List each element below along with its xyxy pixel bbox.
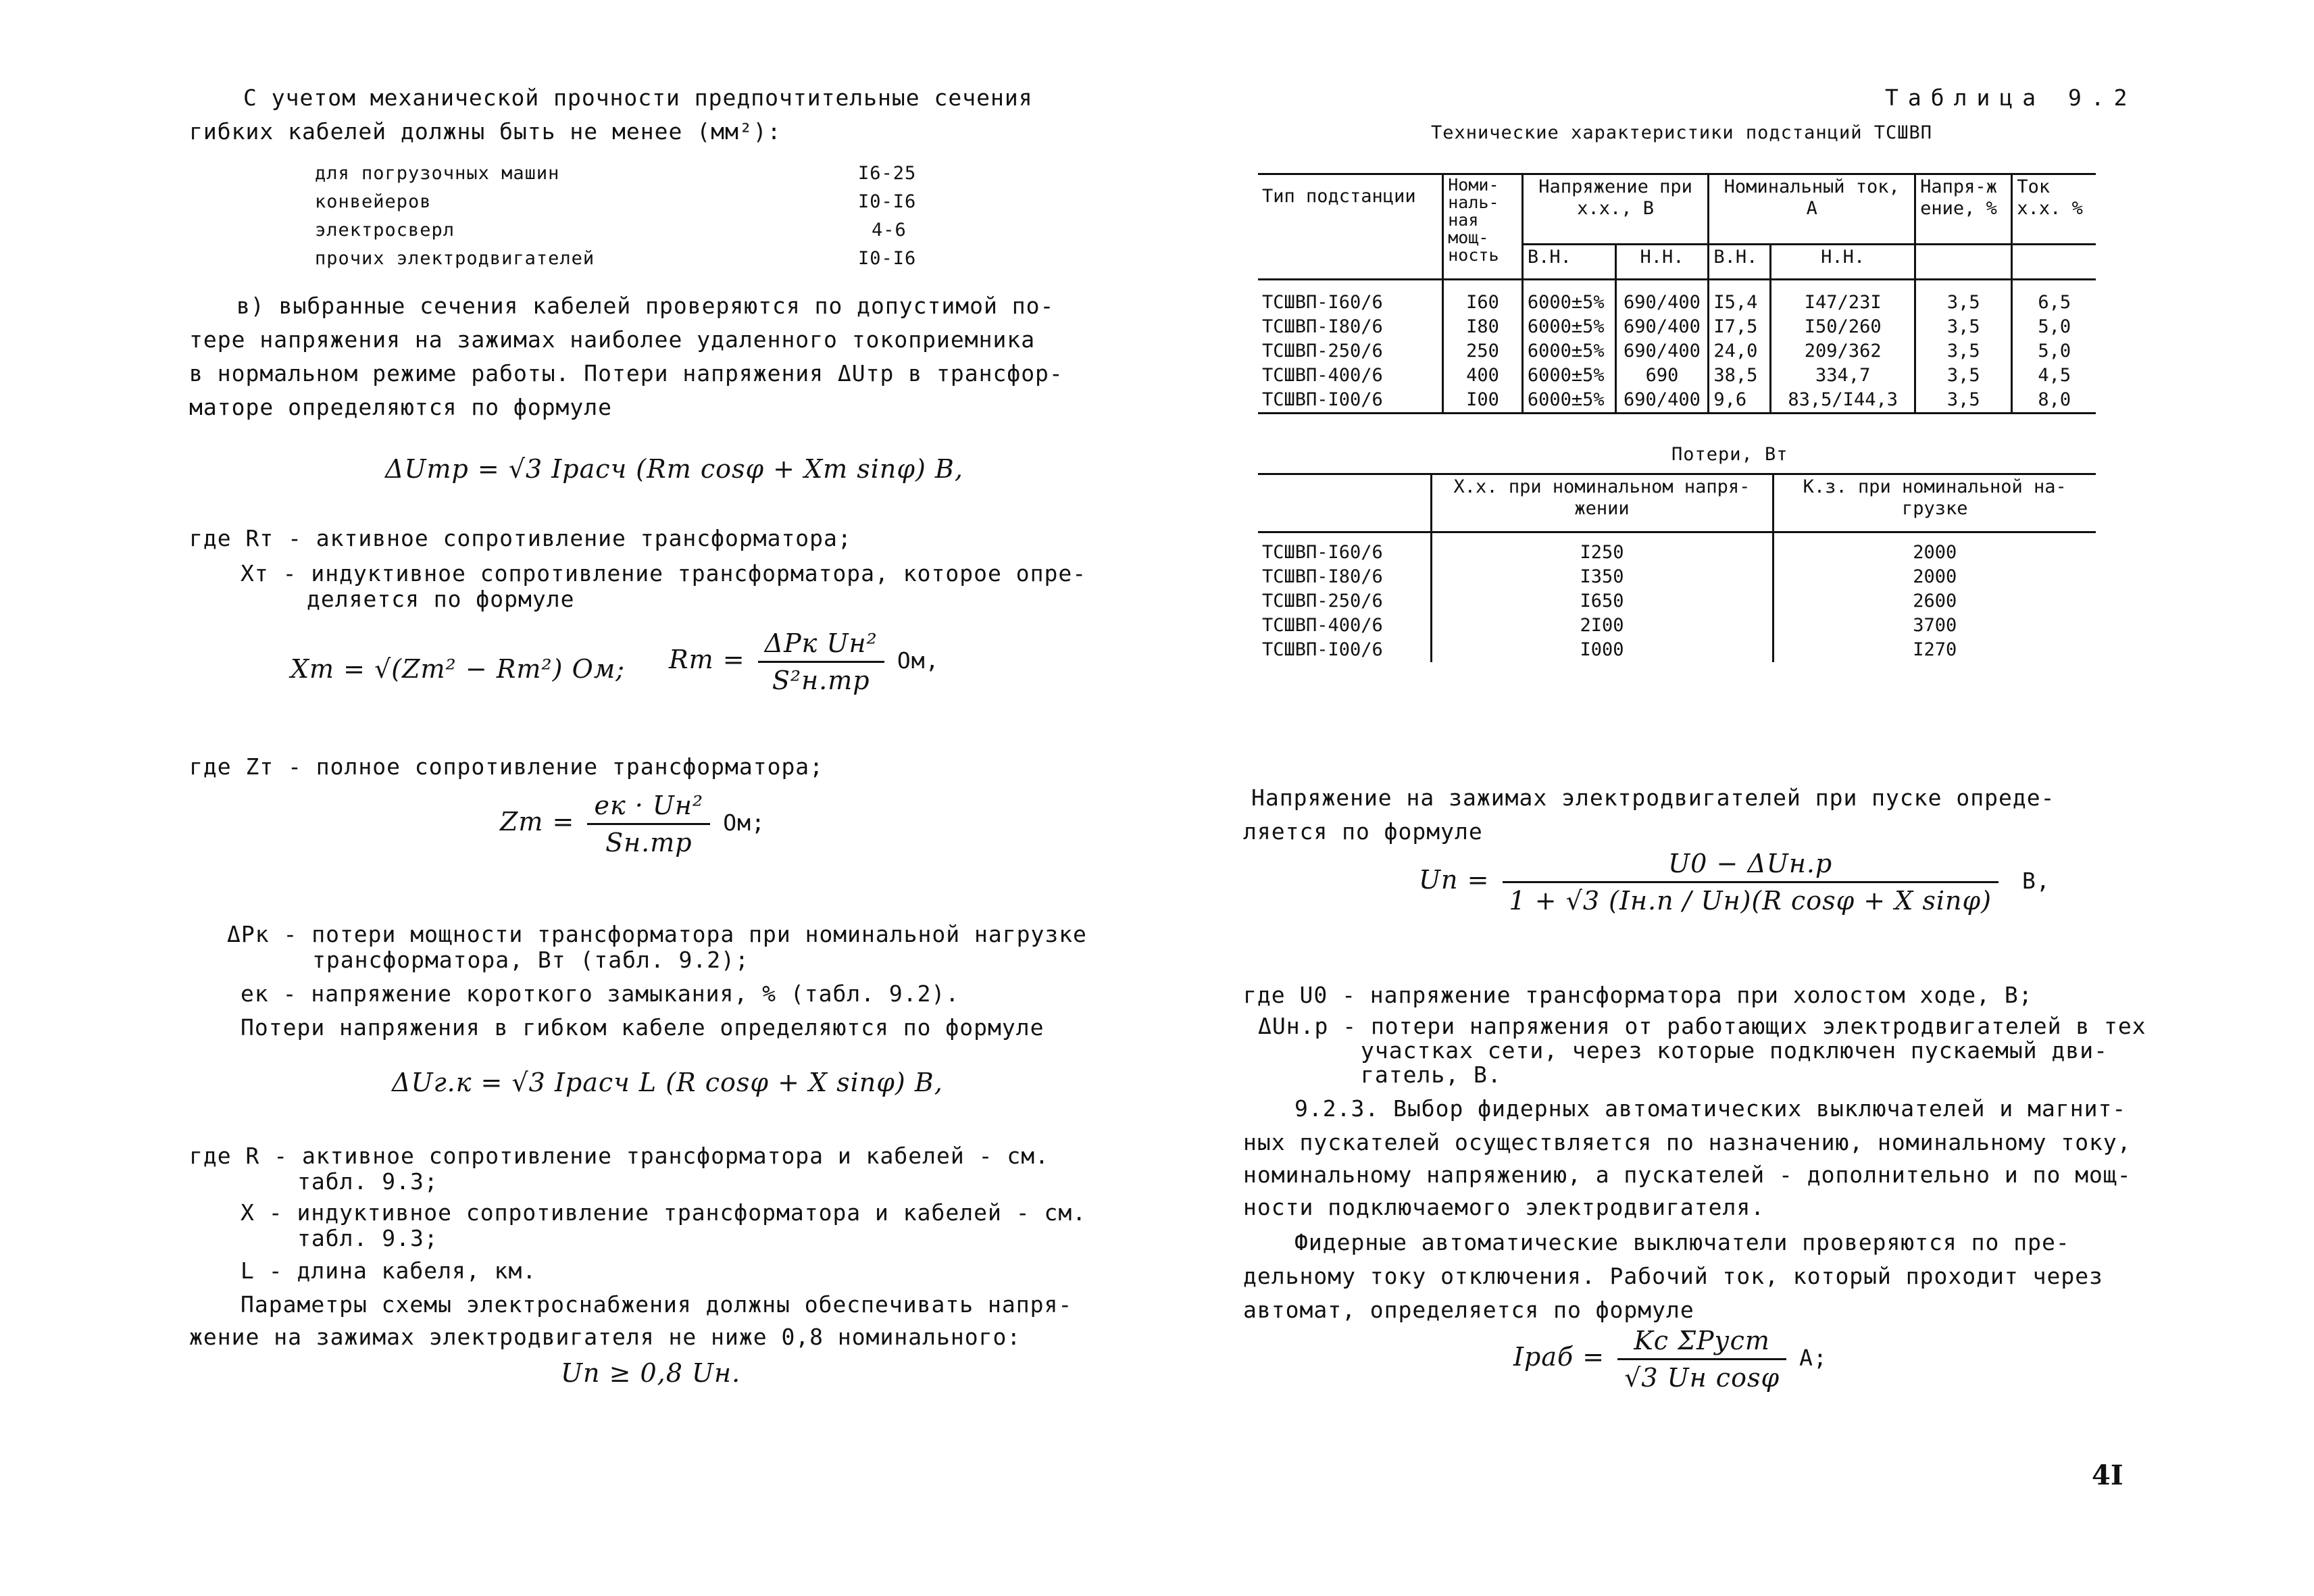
table-row <box>1258 638 2096 662</box>
work-denominator: √3 Uн cosφ <box>1624 1363 1780 1393</box>
losses-title: Потери, Вт <box>1671 444 1788 465</box>
start-fraction <box>1503 849 1998 916</box>
zt-unit: Ом; <box>723 809 765 836</box>
start-voltage-formula <box>1419 849 2051 916</box>
header-uk: Напря-жение, % <box>1915 174 2012 245</box>
row-3-ixx: 5,0 <box>2038 340 2071 361</box>
row-5-uk: 3,5 <box>1915 388 2012 414</box>
header-uk-sub <box>1915 245 2012 280</box>
where-rt: где Rт - активное сопротивление трансформатора; <box>189 525 852 551</box>
table-row <box>1258 565 2096 589</box>
where-xt-line-1: Xт - индуктивное сопротивление трансформатора, которое опре- <box>241 560 1087 587</box>
check-paragraph-line-1: в) выбранные сечения кабелей проверяются по допустимой по- <box>236 293 1055 319</box>
losses-header-kz: К.з. при номинальной на-грузке <box>1773 474 2096 532</box>
header-current: Номинальный ток, А <box>1709 174 1915 245</box>
row-3-nn: 690/400 <box>1615 339 1709 364</box>
header-ixx-sub <box>2012 245 2096 280</box>
row-2-type: ТСШВП-I80/6 <box>1258 315 1443 339</box>
row-1-uk: 3,5 <box>1915 291 2012 315</box>
section-923-line-4: ности подключаемого электродвигателя. <box>1243 1194 1765 1220</box>
header-nn: Н.Н. <box>1615 245 1709 280</box>
table-row <box>1258 291 2096 315</box>
row-5-type: ТСШВП-I00/6 <box>1258 388 1443 414</box>
row-4-power: 400 <box>1443 364 1523 388</box>
row-4-cnn: 334,7 <box>1771 364 1915 388</box>
loss-row-1-xx: I250 <box>1431 541 1773 565</box>
page-number: 4I <box>2092 1460 2123 1491</box>
header-power-5: ность <box>1448 245 1499 265</box>
row-1-nn: 690/400 <box>1615 291 1709 315</box>
rt-formula-lhs: Rт = <box>669 645 745 674</box>
zt-formula <box>500 791 765 857</box>
row-1-cnn: I47/23I <box>1771 291 1915 315</box>
table-row <box>1258 315 2096 339</box>
row-5-ixx: 8,0 <box>2012 388 2096 414</box>
start-unit: В, <box>2022 868 2051 894</box>
cable-loss-formula: ΔUг.к = √3 Iрасч L (R cosφ + X sinφ) В, <box>392 1068 943 1097</box>
check-paragraph-line-2: тере напряжения на зажимах наиболее удаленного токоприемника <box>189 326 1036 353</box>
rt-formula <box>669 628 939 695</box>
header-power-2: наль- <box>1448 193 1499 212</box>
work-formula-lhs: Iраб = <box>1513 1342 1605 1372</box>
section-923-line-3: номинальному напряжению, а пускателей - дополнительно и по мощ- <box>1243 1162 2132 1188</box>
header-ixx: Ток х.х. % <box>2012 174 2096 245</box>
loss-row-5-type: ТСШВП-I00/6 <box>1258 638 1431 662</box>
where-x-line-1: X - индуктивное сопротивление трансформатора и кабелей - см. <box>241 1199 1087 1226</box>
row-3-cvn: 24,0 <box>1709 339 1771 364</box>
table-row <box>1258 339 2096 364</box>
losses-header-type <box>1258 474 1431 532</box>
row-4-nn: 690 <box>1615 364 1709 388</box>
row-3-power: 250 <box>1443 339 1523 364</box>
row-1-cvn: I5,4 <box>1709 291 1771 315</box>
section-923-line-1: 9.2.3. Выбор фидерных автоматических выключателей и магнит- <box>1294 1095 2127 1122</box>
start-formula-lhs: Uп = <box>1419 865 1490 895</box>
table-row <box>1258 541 2096 565</box>
zt-fraction <box>587 791 710 857</box>
row-3-vn: 6000±5% <box>1522 339 1615 364</box>
where-dunr-line-2: участках сети, через которые подключен пускаемый дви- <box>1361 1037 2108 1064</box>
intro-line-2: гибких кабелей должны быть не менее (мм²): <box>189 118 782 145</box>
loss-row-2-type: ТСШВП-I80/6 <box>1258 565 1431 589</box>
section-label-4: прочих электродвигателей <box>315 248 595 269</box>
row-5-vn: 6000±5% <box>1522 388 1615 414</box>
where-dunr-line-3: гатель, В. <box>1361 1062 1502 1088</box>
loss-row-4-kz: 3700 <box>1913 614 1957 636</box>
substation-specs-table <box>1258 173 2096 414</box>
section-label-1: для погрузочных машин <box>315 163 560 184</box>
table-row <box>1258 589 2096 614</box>
work-fraction <box>1617 1326 1786 1393</box>
where-zt: где Zт - полное сопротивление трансформатора; <box>189 753 824 780</box>
header-vn: В.Н. <box>1522 245 1615 280</box>
start-voltage-line-1: Напряжение на зажимах электродвигателей при пуске опреде- <box>1251 784 2055 811</box>
row-2-vn: 6000±5% <box>1522 315 1615 339</box>
section-label-2: конвейеров <box>315 191 432 212</box>
row-5-cvn: 9,6 <box>1709 388 1771 414</box>
rt-fraction <box>758 628 884 695</box>
table-row <box>1258 614 2096 638</box>
loss-row-1-kz: 2000 <box>1913 541 1957 563</box>
where-r-line-2: табл. 9.3; <box>297 1168 438 1195</box>
losses-header-xx: Х.х. при номинальном напря-жении <box>1431 474 1773 532</box>
row-4-type: ТСШВП-400/6 <box>1258 364 1443 388</box>
xt-formula: Xт = √(Zт² − Rт²) Ом; <box>291 654 626 684</box>
dpk-line-2: трансформатора, Вт (табл. 9.2); <box>312 947 749 973</box>
transformer-loss-formula: ΔUтр = √3 Iрасч (Rт cosφ + Xт sinφ) В, <box>385 454 963 484</box>
table-title: Технические характеристики подстанций ТСШВП <box>1431 122 1932 143</box>
table-row <box>1258 388 2096 414</box>
row-4-ixx: 4,5 <box>2038 364 2071 386</box>
intro-line-1: С учетом механической прочности предпочтительные сечения <box>243 84 1033 111</box>
loss-row-3-xx: I650 <box>1431 589 1773 614</box>
dpk-line-1: ΔPк - потери мощности трансформатора при номинальной нагрузке <box>227 921 1087 947</box>
where-xt-line-2: деляется по формуле <box>307 586 575 612</box>
header-type: Тип подстанции <box>1258 174 1443 280</box>
row-4-uk: 3,5 <box>1915 364 2012 388</box>
where-x-line-2: табл. 9.3; <box>297 1225 438 1251</box>
loss-row-3-kz: 2600 <box>1913 590 1957 612</box>
losses-table <box>1258 473 2096 662</box>
header-power-1: Номи- <box>1448 175 1499 195</box>
feeder-line-2: дельному току отключения. Рабочий ток, который проходит через <box>1243 1263 2103 1289</box>
header-cnn: Н.Н. <box>1771 245 1915 280</box>
section-value-3: 4-6 <box>872 220 907 241</box>
row-2-power: I80 <box>1443 315 1523 339</box>
rt-numerator: ΔPк Uн² <box>758 628 884 663</box>
row-4-cvn: 38,5 <box>1709 364 1771 388</box>
loss-row-4-xx: 2I00 <box>1431 614 1773 638</box>
row-2-cvn: I7,5 <box>1709 315 1771 339</box>
loss-row-1-type: ТСШВП-I60/6 <box>1258 541 1431 565</box>
row-1-power: I60 <box>1443 291 1523 315</box>
header-voltage: Напряжение при х.х., В <box>1522 174 1708 245</box>
start-denominator: 1 + √3 (Iн.п / Uн)(R cosφ + X sinφ) <box>1509 886 1992 916</box>
header-cvn: В.Н. <box>1709 245 1771 280</box>
section-value-2: I0-I6 <box>858 191 917 212</box>
section-value-4: I0-I6 <box>858 248 917 269</box>
row-2-cnn: I50/260 <box>1771 315 1915 339</box>
row-1-vn: 6000±5% <box>1522 291 1615 315</box>
row-3-cnn: 209/362 <box>1771 339 1915 364</box>
zt-denominator: Sн.тр <box>605 828 693 857</box>
params-line-2: жение на зажимах электродвигателя не ниже 0,8 номинального: <box>189 1324 1022 1350</box>
row-2-uk: 3,5 <box>1915 315 2012 339</box>
zt-numerator: eк · Uн² <box>587 791 710 825</box>
cable-loss-intro: Потери напряжения в гибком кабеле определяются по формуле <box>241 1014 1045 1041</box>
header-power-3: ная <box>1448 210 1479 230</box>
row-1-type: ТСШВП-I60/6 <box>1258 291 1443 315</box>
row-4-vn: 6000±5% <box>1522 364 1615 388</box>
loss-row-5-kz: I270 <box>1913 639 1957 660</box>
zt-formula-lhs: Zт = <box>500 807 575 837</box>
params-line-1: Параметры схемы электроснабжения должны обеспечивать напря- <box>241 1291 1073 1318</box>
ek-definition: eк - напряжение короткого замыкания, % (табл. 9.2). <box>241 980 960 1007</box>
start-voltage-line-2: ляется по формуле <box>1243 818 1483 845</box>
table-row <box>1258 364 2096 388</box>
loss-row-4-type: ТСШВП-400/6 <box>1258 614 1431 638</box>
work-numerator: Kс ΣPуст <box>1617 1326 1786 1360</box>
feeder-line-3: автомат, определяется по формуле <box>1243 1297 1694 1323</box>
row-3-type: ТСШВП-250/6 <box>1258 339 1443 364</box>
table-label: Таблица 9.2 <box>1885 84 2137 111</box>
check-paragraph-line-3: в нормальном режиме работы. Потери напряжения ΔUтр в трансфор- <box>189 360 1063 386</box>
row-2-nn: 690/400 <box>1615 315 1709 339</box>
row-2-ixx: 5,0 <box>2038 316 2071 337</box>
header-power-4: мощ- <box>1448 228 1489 247</box>
feeder-line-1: Фидерные автоматические выключатели проверяются по пре- <box>1294 1229 2070 1255</box>
row-5-cnn: 83,5/I44,3 <box>1771 388 1915 414</box>
header-power <box>1443 174 1523 280</box>
loss-row-2-kz: 2000 <box>1913 566 1957 587</box>
row-1-ixx: 6,5 <box>2038 291 2071 313</box>
row-5-power: I00 <box>1443 388 1523 414</box>
where-r-line-1: где R - активное сопротивление трансформатора и кабелей - см. <box>189 1143 1049 1169</box>
rt-denominator: S²н.тр <box>772 666 870 695</box>
section-label-3: электросверл <box>315 220 455 241</box>
rt-unit: Ом, <box>897 647 940 674</box>
where-l: L - длина кабеля, км. <box>241 1257 537 1284</box>
loss-row-5-xx: I000 <box>1431 638 1773 662</box>
loss-row-3-type: ТСШВП-250/6 <box>1258 589 1431 614</box>
work-unit: А; <box>1799 1345 1828 1371</box>
row-3-uk: 3,5 <box>1915 339 2012 364</box>
where-dunr-line-1: ΔUн.р - потери напряжения от работающих электродвигателей в тех <box>1258 1013 2146 1039</box>
row-5-nn: 690/400 <box>1615 388 1709 414</box>
loss-row-2-xx: I350 <box>1431 565 1773 589</box>
where-u0: где U0 - напряжение трансформатора при холостом ходе, В; <box>1243 982 2033 1008</box>
min-voltage-formula: Uп ≥ 0,8 Uн. <box>561 1358 741 1388</box>
section-value-1: I6-25 <box>858 163 917 184</box>
section-923-line-2: ных пускателей осуществляется по назначению, номинальному току, <box>1243 1129 2132 1155</box>
working-current-formula <box>1513 1326 1828 1393</box>
check-paragraph-line-4: маторе определяются по формуле <box>189 394 613 420</box>
start-numerator: U0 − ΔUн.р <box>1503 849 1998 883</box>
